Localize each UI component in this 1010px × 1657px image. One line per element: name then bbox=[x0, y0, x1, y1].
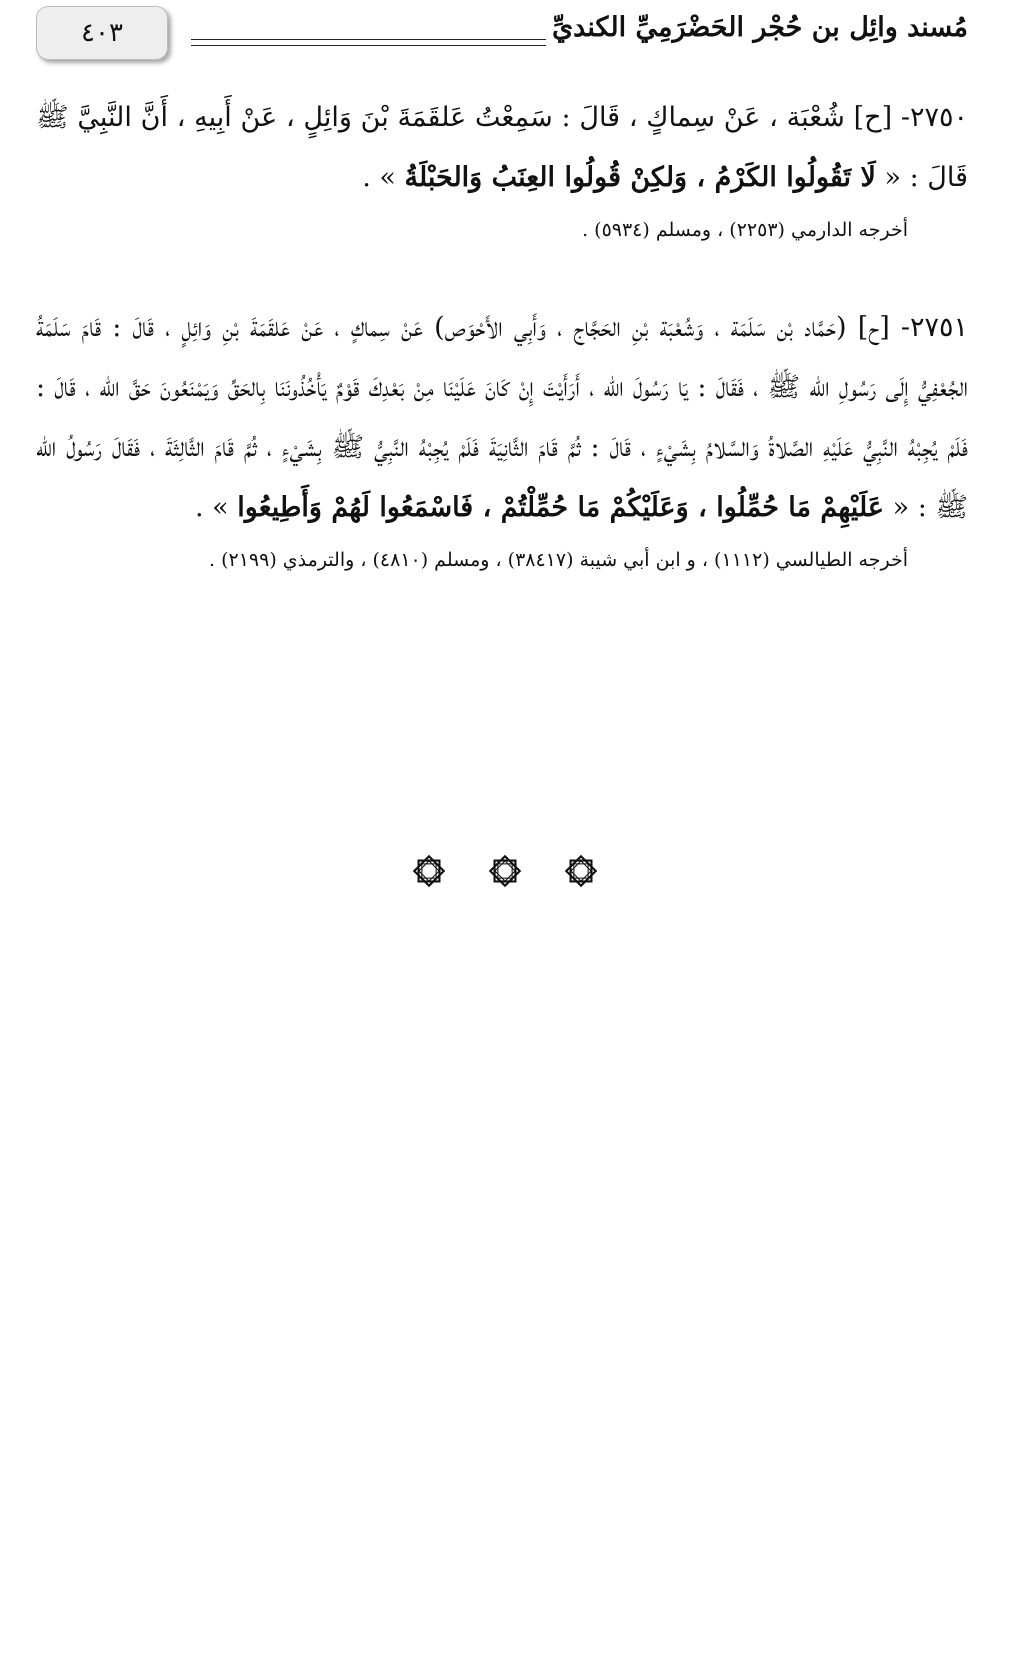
hadith-closing: » . bbox=[362, 162, 396, 193]
page-header bbox=[36, 6, 968, 62]
eight-point-star-icon bbox=[562, 852, 600, 890]
hadith-number: ٢٧٥١- bbox=[900, 312, 968, 343]
running-title: مُسند وائِل بن حُجْر الحَضْرَمِيِّ الكنديِّ bbox=[552, 12, 968, 43]
takhrij-2750: أخرجه الدارمي (٢٢٥٣) ، ومسلم (٥٩٣٤) . bbox=[582, 219, 908, 241]
spacer bbox=[36, 246, 968, 298]
takhrij-2751: أخرجه الطيالسي (١١١٢) ، و ابن أبي شيبة (٣٨٤١٧) ، ومسلم (٤٨١٠) ، والترمذي (٢١٩٩) . bbox=[209, 549, 908, 571]
hadith-closing: » . bbox=[195, 492, 229, 523]
hadith-number: ٢٧٥٠- bbox=[900, 102, 968, 133]
hadith-2750 bbox=[36, 88, 968, 208]
hadith-matn: عَلَيْهِمْ مَا حُمِّلُوا ، وَعَلَيْكُمْ مَا حُمِّلْتُمْ ، فَاسْمَعُوا لَهُمْ وَأَطِيعُوا bbox=[237, 492, 884, 523]
header-rule bbox=[191, 39, 546, 46]
hadith-isnad: [ح] شُعْبَة ، عَنْ سِماكٍ ، قَالَ : سَمِعْتُ عَلقَمَةَ بْنَ وَائِلٍ ، عَنْ أَبِيهِ ، أَنَّ النَّبِيَّ ﷺ قَالَ : « bbox=[36, 102, 968, 193]
page-content bbox=[36, 88, 968, 576]
eight-point-star-icon bbox=[486, 852, 524, 890]
hadith-matn: لَا تَقُولُوا الكَرْمُ ، وَلكِنْ قُولُوا العِنَبُ وَالحَبْلَةُ bbox=[404, 162, 876, 193]
page-number: ٤٠٣ bbox=[36, 6, 168, 60]
eight-point-star-icon bbox=[410, 852, 448, 890]
hadith-isnad: [ح] (حَمَّاد بْن سَلَمَة ، وَشُعْبَة بْنِ الحَجَّاج ، وَأَبِي الأَحْوَص) عَنْ سِماكٍ ، عَنْ عَلقَمَةَ بْنِ وَائِلٍ ، قَالَ : قَامَ سَلَمَةُ الجُعْفِيُّ إِلَى رَسُولِ الله ﷺ ، فَقَالَ : يَا رَسُولَ الله ، أَرَأَيْتَ إِنْ كَانَ عَلَيْنَا مِنْ بَعْدِكَ قَوْمٌ يَأْخُذُونَنَا بِالحَقِّ وَيَمْنَعُونَ حَقَّ الله ، قَالَ : فَلَمْ يُجِبْهُ النَّبِيُّ عَلَيْهِ الصَّلاةُ وَالسَّلامُ بِشَيْءٍ ، قَالَ : ثُمَّ قَامَ الثَّانِيَةَ فَلَمْ يُجِبْهُ النَّبِيُّ ﷺ بِشَيْءٍ ، ثُمَّ قَامَ الثَّالِثَةَ ، فَقَالَ رَسُولُ الله ﷺ : « bbox=[36, 312, 968, 523]
section-end-ornaments bbox=[0, 852, 1010, 890]
hadith-2751 bbox=[36, 298, 968, 538]
